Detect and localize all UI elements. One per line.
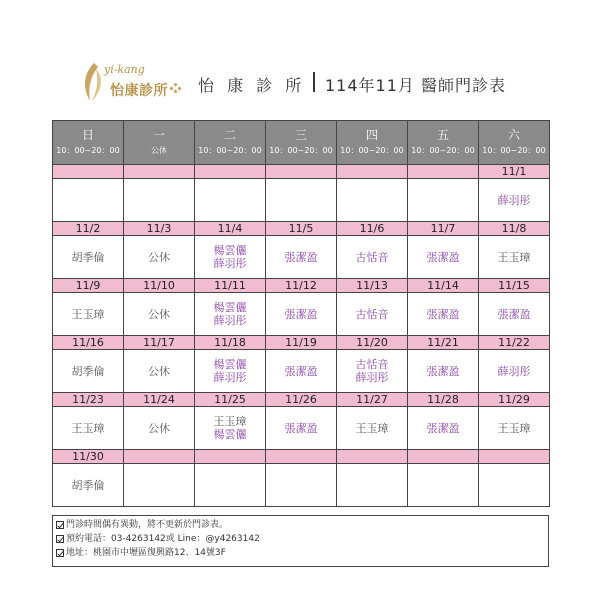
- doctor-name: 楊雲儷: [213, 428, 247, 441]
- date-cell: [124, 450, 195, 464]
- date-cell: 11/13: [337, 279, 408, 293]
- date-cell: 11/1: [479, 165, 550, 179]
- doctor-name: 張潔盈: [284, 421, 318, 435]
- doctor-cell: [53, 350, 124, 393]
- doctor-cell: [479, 293, 550, 336]
- date-cell: 11/25: [195, 393, 266, 407]
- doctor-cell: [53, 293, 124, 336]
- doctor-cell: [195, 179, 266, 222]
- notes-box: [52, 515, 549, 567]
- doctor-cell: [124, 179, 195, 222]
- title-divider: [313, 72, 315, 92]
- date-cell: [337, 165, 408, 179]
- date-row: [53, 279, 550, 293]
- date-cell: [479, 450, 550, 464]
- weekday-hours: 公休: [151, 146, 167, 155]
- doctor-cell: [53, 407, 124, 450]
- doctor-cell: [337, 179, 408, 222]
- doctor-name: 王玉璋: [71, 421, 105, 435]
- doctor-name: 張潔盈: [284, 307, 318, 321]
- doctor-name: 張潔盈: [284, 250, 318, 264]
- doctor-cell: [408, 464, 479, 507]
- doctor-name: 張潔盈: [426, 307, 460, 321]
- doctor-name: 公休: [148, 250, 170, 264]
- date-cell: 11/20: [337, 336, 408, 350]
- clinic-logo: [80, 61, 180, 105]
- doctor-name: 薛羽彤: [497, 364, 531, 378]
- clinic-name: 怡 康 診 所: [198, 76, 306, 95]
- doctor-cell: [337, 293, 408, 336]
- note-item: [56, 518, 545, 532]
- date-cell: 11/26: [266, 393, 337, 407]
- doctor-cell: [266, 179, 337, 222]
- date-cell: 11/8: [479, 222, 550, 236]
- date-cell: 11/10: [124, 279, 195, 293]
- weekday-header-cell: [408, 121, 479, 165]
- date-cell: [337, 450, 408, 464]
- doctor-cell: [195, 464, 266, 507]
- doctor-cell: [266, 407, 337, 450]
- weekday-hours: 10：00~20：00: [269, 146, 333, 155]
- doctor-row: [53, 464, 550, 507]
- date-cell: 11/5: [266, 222, 337, 236]
- date-cell: 11/17: [124, 336, 195, 350]
- date-cell: 11/9: [53, 279, 124, 293]
- doctor-name: 王玉璋: [71, 307, 105, 321]
- date-cell: 11/22: [479, 336, 550, 350]
- weekday-header-cell: [124, 121, 195, 165]
- doctor-name: 楊雲儷: [213, 301, 247, 314]
- weekday-header-cell: [266, 121, 337, 165]
- doctor-cell: [124, 350, 195, 393]
- doctor-name: 薛羽彤: [213, 371, 247, 384]
- leaf-logo-icon: [80, 61, 106, 105]
- weekday-hours: 10：00~20：00: [340, 146, 404, 155]
- doctor-name: 公休: [148, 364, 170, 378]
- weekday-header-row: [53, 121, 550, 165]
- date-row: [53, 450, 550, 464]
- date-cell: 11/11: [195, 279, 266, 293]
- date-cell: 11/12: [266, 279, 337, 293]
- doctor-name: 公休: [148, 307, 170, 321]
- weekday-name: 五: [436, 128, 449, 142]
- note-text: 門診時間偶有異動，將不更新於門診表。: [66, 520, 229, 530]
- doctor-cell: [195, 407, 266, 450]
- date-cell: 11/18: [195, 336, 266, 350]
- doctor-cell: [479, 464, 550, 507]
- weekday-hours: 10：00~20：00: [56, 146, 120, 155]
- doctor-name: 薛羽彤: [355, 371, 389, 384]
- doctor-name: 楊雲儷: [213, 358, 247, 371]
- doctor-row: [53, 350, 550, 393]
- page-header: [70, 55, 540, 110]
- doctor-cell: [337, 407, 408, 450]
- doctor-row: [53, 236, 550, 279]
- doctor-cell: [124, 407, 195, 450]
- date-cell: [408, 165, 479, 179]
- doctor-name: 張潔盈: [426, 364, 460, 378]
- doctor-cell: [124, 236, 195, 279]
- doctor-name: 古恬音: [355, 250, 389, 264]
- doctor-name: 張潔盈: [426, 421, 460, 435]
- doctor-name: 王玉璋: [497, 250, 531, 264]
- doctor-cell: [408, 293, 479, 336]
- date-cell: [53, 165, 124, 179]
- doctor-row: [53, 407, 550, 450]
- date-cell: 11/16: [53, 336, 124, 350]
- sparkle-dots-icon: [170, 83, 182, 93]
- logo-name-text: 怡康診所: [110, 83, 168, 99]
- date-cell: 11/14: [408, 279, 479, 293]
- doctor-cell: [479, 236, 550, 279]
- checkbox-icon: [56, 521, 64, 529]
- doctor-name: 古恬音: [355, 358, 389, 371]
- date-cell: [266, 450, 337, 464]
- date-cell: 11/19: [266, 336, 337, 350]
- note-text: 預約電話：03-4263142或 Line：@y4263142: [66, 534, 260, 544]
- doctor-cell: [408, 407, 479, 450]
- doctor-cell: [408, 350, 479, 393]
- doctor-cell: [266, 236, 337, 279]
- doctor-name: 王玉璋: [497, 421, 531, 435]
- date-cell: 11/27: [337, 393, 408, 407]
- doctor-cell: [124, 293, 195, 336]
- weekday-header-cell: [53, 121, 124, 165]
- weekday-name: 四: [365, 128, 378, 142]
- weekday-name: 二: [223, 128, 236, 142]
- weekday-header-cell: [479, 121, 550, 165]
- date-row: [53, 393, 550, 407]
- date-cell: [266, 165, 337, 179]
- date-cell: [408, 450, 479, 464]
- weekday-name: 六: [507, 128, 520, 142]
- doctor-name: 胡季倫: [71, 478, 105, 492]
- doctor-name: 張潔盈: [284, 364, 318, 378]
- checkbox-icon: [56, 549, 64, 557]
- doctor-name: 王玉璋: [213, 415, 247, 428]
- schedule-table: [52, 120, 550, 507]
- doctor-cell: [53, 179, 124, 222]
- note-text: 地址：桃園市中壢區復興路12、14號3F: [66, 548, 226, 558]
- weekday-name: 一: [152, 128, 165, 142]
- date-row: [53, 222, 550, 236]
- doctor-cell: [266, 464, 337, 507]
- date-cell: 11/30: [53, 450, 124, 464]
- doctor-cell: [195, 293, 266, 336]
- doctor-name: 公休: [148, 421, 170, 435]
- doctor-cell: [408, 236, 479, 279]
- note-item: [56, 546, 545, 560]
- date-cell: 11/4: [195, 222, 266, 236]
- doctor-cell: [53, 236, 124, 279]
- checkbox-icon: [56, 535, 64, 543]
- doctor-cell: [479, 350, 550, 393]
- weekday-name: 三: [294, 128, 307, 142]
- date-cell: 11/28: [408, 393, 479, 407]
- date-row: [53, 336, 550, 350]
- weekday-hours: 10：00~20：00: [198, 146, 262, 155]
- date-cell: 11/6: [337, 222, 408, 236]
- doctor-name: 薛羽彤: [213, 257, 247, 270]
- page-title: 114年11月 醫師門診表: [325, 76, 506, 95]
- logo-script-text: yi-kang: [104, 63, 145, 76]
- note-item: [56, 532, 545, 546]
- weekday-name: 日: [81, 128, 94, 142]
- doctor-name: 胡季倫: [71, 250, 105, 264]
- date-cell: 11/15: [479, 279, 550, 293]
- doctor-row: [53, 293, 550, 336]
- doctor-name: 王玉璋: [355, 421, 389, 435]
- doctor-name: 張潔盈: [426, 250, 460, 264]
- date-cell: 11/23: [53, 393, 124, 407]
- date-cell: 11/29: [479, 393, 550, 407]
- doctor-cell: [479, 179, 550, 222]
- doctor-cell: [337, 236, 408, 279]
- doctor-name: 楊雲儷: [213, 244, 247, 257]
- date-cell: 11/24: [124, 393, 195, 407]
- doctor-row: [53, 179, 550, 222]
- doctor-name: 張潔盈: [497, 307, 531, 321]
- date-cell: [124, 165, 195, 179]
- weekday-header-cell: [337, 121, 408, 165]
- date-row: [53, 165, 550, 179]
- doctor-cell: [337, 350, 408, 393]
- doctor-cell: [195, 350, 266, 393]
- doctor-cell: [53, 464, 124, 507]
- doctor-cell: [124, 464, 195, 507]
- doctor-cell: [479, 407, 550, 450]
- date-cell: [195, 450, 266, 464]
- doctor-cell: [266, 293, 337, 336]
- doctor-name: 薛羽彤: [213, 314, 247, 327]
- date-cell: 11/21: [408, 336, 479, 350]
- date-cell: 11/7: [408, 222, 479, 236]
- date-cell: 11/3: [124, 222, 195, 236]
- doctor-cell: [195, 236, 266, 279]
- doctor-name: 薛羽彤: [497, 193, 531, 207]
- weekday-hours: 10：00~20：00: [482, 146, 546, 155]
- doctor-cell: [266, 350, 337, 393]
- date-cell: [195, 165, 266, 179]
- doctor-name: 古恬音: [355, 307, 389, 321]
- date-cell: 11/2: [53, 222, 124, 236]
- doctor-name: 胡季倫: [71, 364, 105, 378]
- weekday-header-cell: [195, 121, 266, 165]
- doctor-cell: [408, 179, 479, 222]
- weekday-hours: 10：00~20：00: [411, 146, 475, 155]
- doctor-cell: [337, 464, 408, 507]
